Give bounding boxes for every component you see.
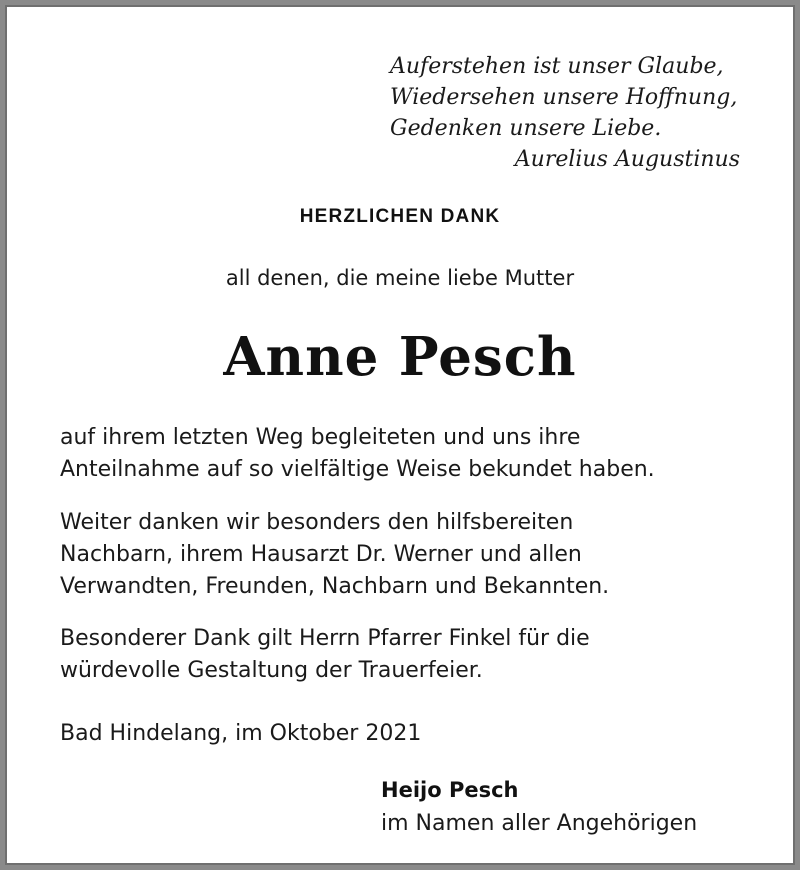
paragraph-line: Verwandten, Freunden, Nachbarn und Bekannten. [60, 574, 610, 599]
signer-name: Heijo Pesch [381, 778, 519, 802]
heading: HERZLICHEN DANK [299, 206, 501, 227]
paragraph-line: würdevolle Gestaltung der Trauerfeier. [60, 658, 483, 683]
intro-text: all denen, die meine liebe Mutter [225, 266, 575, 290]
deceased-name: Anne Pesch [223, 326, 577, 388]
quote-block [390, 51, 770, 175]
paragraph-line: auf ihrem letzten Weg begleiteten und uns ihre [60, 425, 581, 450]
quote-line: Auferstehen ist unser Glaube, [390, 54, 724, 79]
paragraph-line: Anteilnahme auf so vielfältige Weise bekundet haben. [60, 457, 655, 482]
quote-line: Gedenken unsere Liebe. [390, 116, 662, 141]
paragraph-thanks [60, 422, 780, 486]
place-date: Bad Hindelang, im Oktober 2021 [60, 721, 422, 746]
obituary-notice [5, 5, 795, 865]
paragraph-line: Weiter danken wir besonders den hilfsbereiten [60, 510, 574, 535]
paragraph-line: Nachbarn, ihrem Hausarzt Dr. Werner und allen [60, 542, 582, 567]
paragraph-special-thanks [60, 507, 780, 603]
paragraph-pastor-thanks [60, 623, 780, 687]
paragraph-line: Besonderer Dank gilt Herrn Pfarrer Finkel für die [60, 626, 590, 651]
signer-subtitle: im Namen aller Angehörigen [381, 811, 698, 836]
quote-author: Aurelius Augustinus [514, 147, 740, 172]
quote-line: Wiedersehen unsere Hoffnung, [390, 85, 738, 110]
